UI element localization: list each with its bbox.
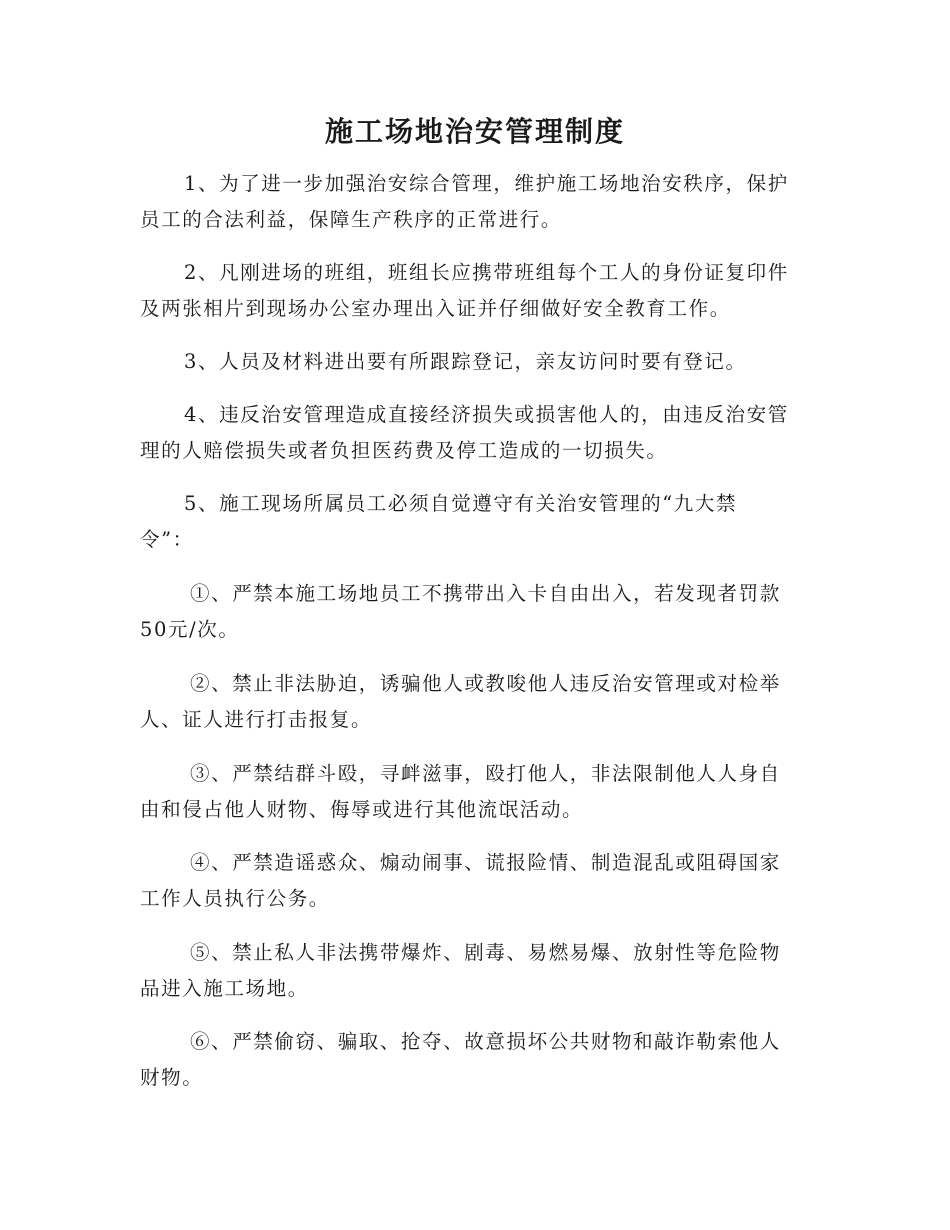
paragraph-line: ③、严禁结群斗殴，寻衅滋事，殴打他人，非法限制他人人身自 xyxy=(190,762,781,785)
paragraph-line: 2、凡刚进场的班组，班组长应携带班组每个工人的身份证复印件 xyxy=(184,261,789,284)
paragraph-line: 员工的合法利益，保障生产秩序的正常进行。 xyxy=(140,208,563,231)
paragraph-line: ④、严禁造谣惑众、煽动闹事、谎报险情、制造混乱或阻碍国家 xyxy=(190,851,781,874)
prohibition-1 xyxy=(140,576,808,648)
prohibition-3 xyxy=(140,756,808,828)
paragraph-line: ⑤、禁止私人非法携带爆炸、剧毒、易燃易爆、放射性等危险物 xyxy=(190,941,781,964)
prohibition-2 xyxy=(140,666,808,738)
paragraph-1 xyxy=(140,166,808,238)
prohibition-6 xyxy=(140,1024,808,1096)
paragraph-3 xyxy=(140,344,808,380)
paragraph-line: ⑥、严禁偷窃、骗取、抢夺、故意损坏公共财物和敲诈勒索他人 xyxy=(190,1030,781,1053)
paragraph-2 xyxy=(140,255,808,327)
paragraph-line: ②、禁止非法胁迫，诱骗他人或教唆他人违反治安管理或对检举 xyxy=(190,672,781,695)
paragraph-line: 5、施工现场所属员工必须自觉遵守有关治安管理的“九大禁 xyxy=(184,492,738,515)
paragraph-line: 人、证人进行打击报复。 xyxy=(140,708,373,731)
paragraph-line: 财物。 xyxy=(140,1066,204,1089)
paragraph-line: 品进入施工场地。 xyxy=(140,977,309,1000)
prohibition-4 xyxy=(140,845,808,917)
paragraph-line: 1、为了进一步加强治安综合管理，维护施工场地治安秩序，保护 xyxy=(184,172,789,195)
prohibition-5 xyxy=(140,935,808,1007)
paragraph-4 xyxy=(140,397,808,469)
paragraph-line: 4、违反治安管理造成直接经济损失或损害他人的，由违反治安管 xyxy=(184,403,789,426)
document-title: 施工场地治安管理制度 xyxy=(324,115,625,148)
paragraph-line: 50元/次。 xyxy=(140,618,240,641)
paragraph-line: 3、人员及材料进出要有所跟踪登记，亲友访问时要有登记。 xyxy=(184,350,747,373)
paragraph-line: 由和侵占他人财物、侮辱或进行其他流氓活动。 xyxy=(140,798,584,821)
paragraph-line: 及两张相片到现场办公室办理出入证并仔细做好安全教育工作。 xyxy=(140,297,731,320)
paragraph-line: ①、严禁本施工场地员工不携带出入卡自由出入，若发现者罚款 xyxy=(190,582,781,605)
paragraph-line: 令”： xyxy=(140,528,194,551)
paragraph-line: 工作人员执行公务。 xyxy=(140,887,330,910)
paragraph-5 xyxy=(140,486,808,558)
paragraph-line: 理的人赔偿损失或者负担医药费及停工造成的一切损失。 xyxy=(140,439,668,462)
